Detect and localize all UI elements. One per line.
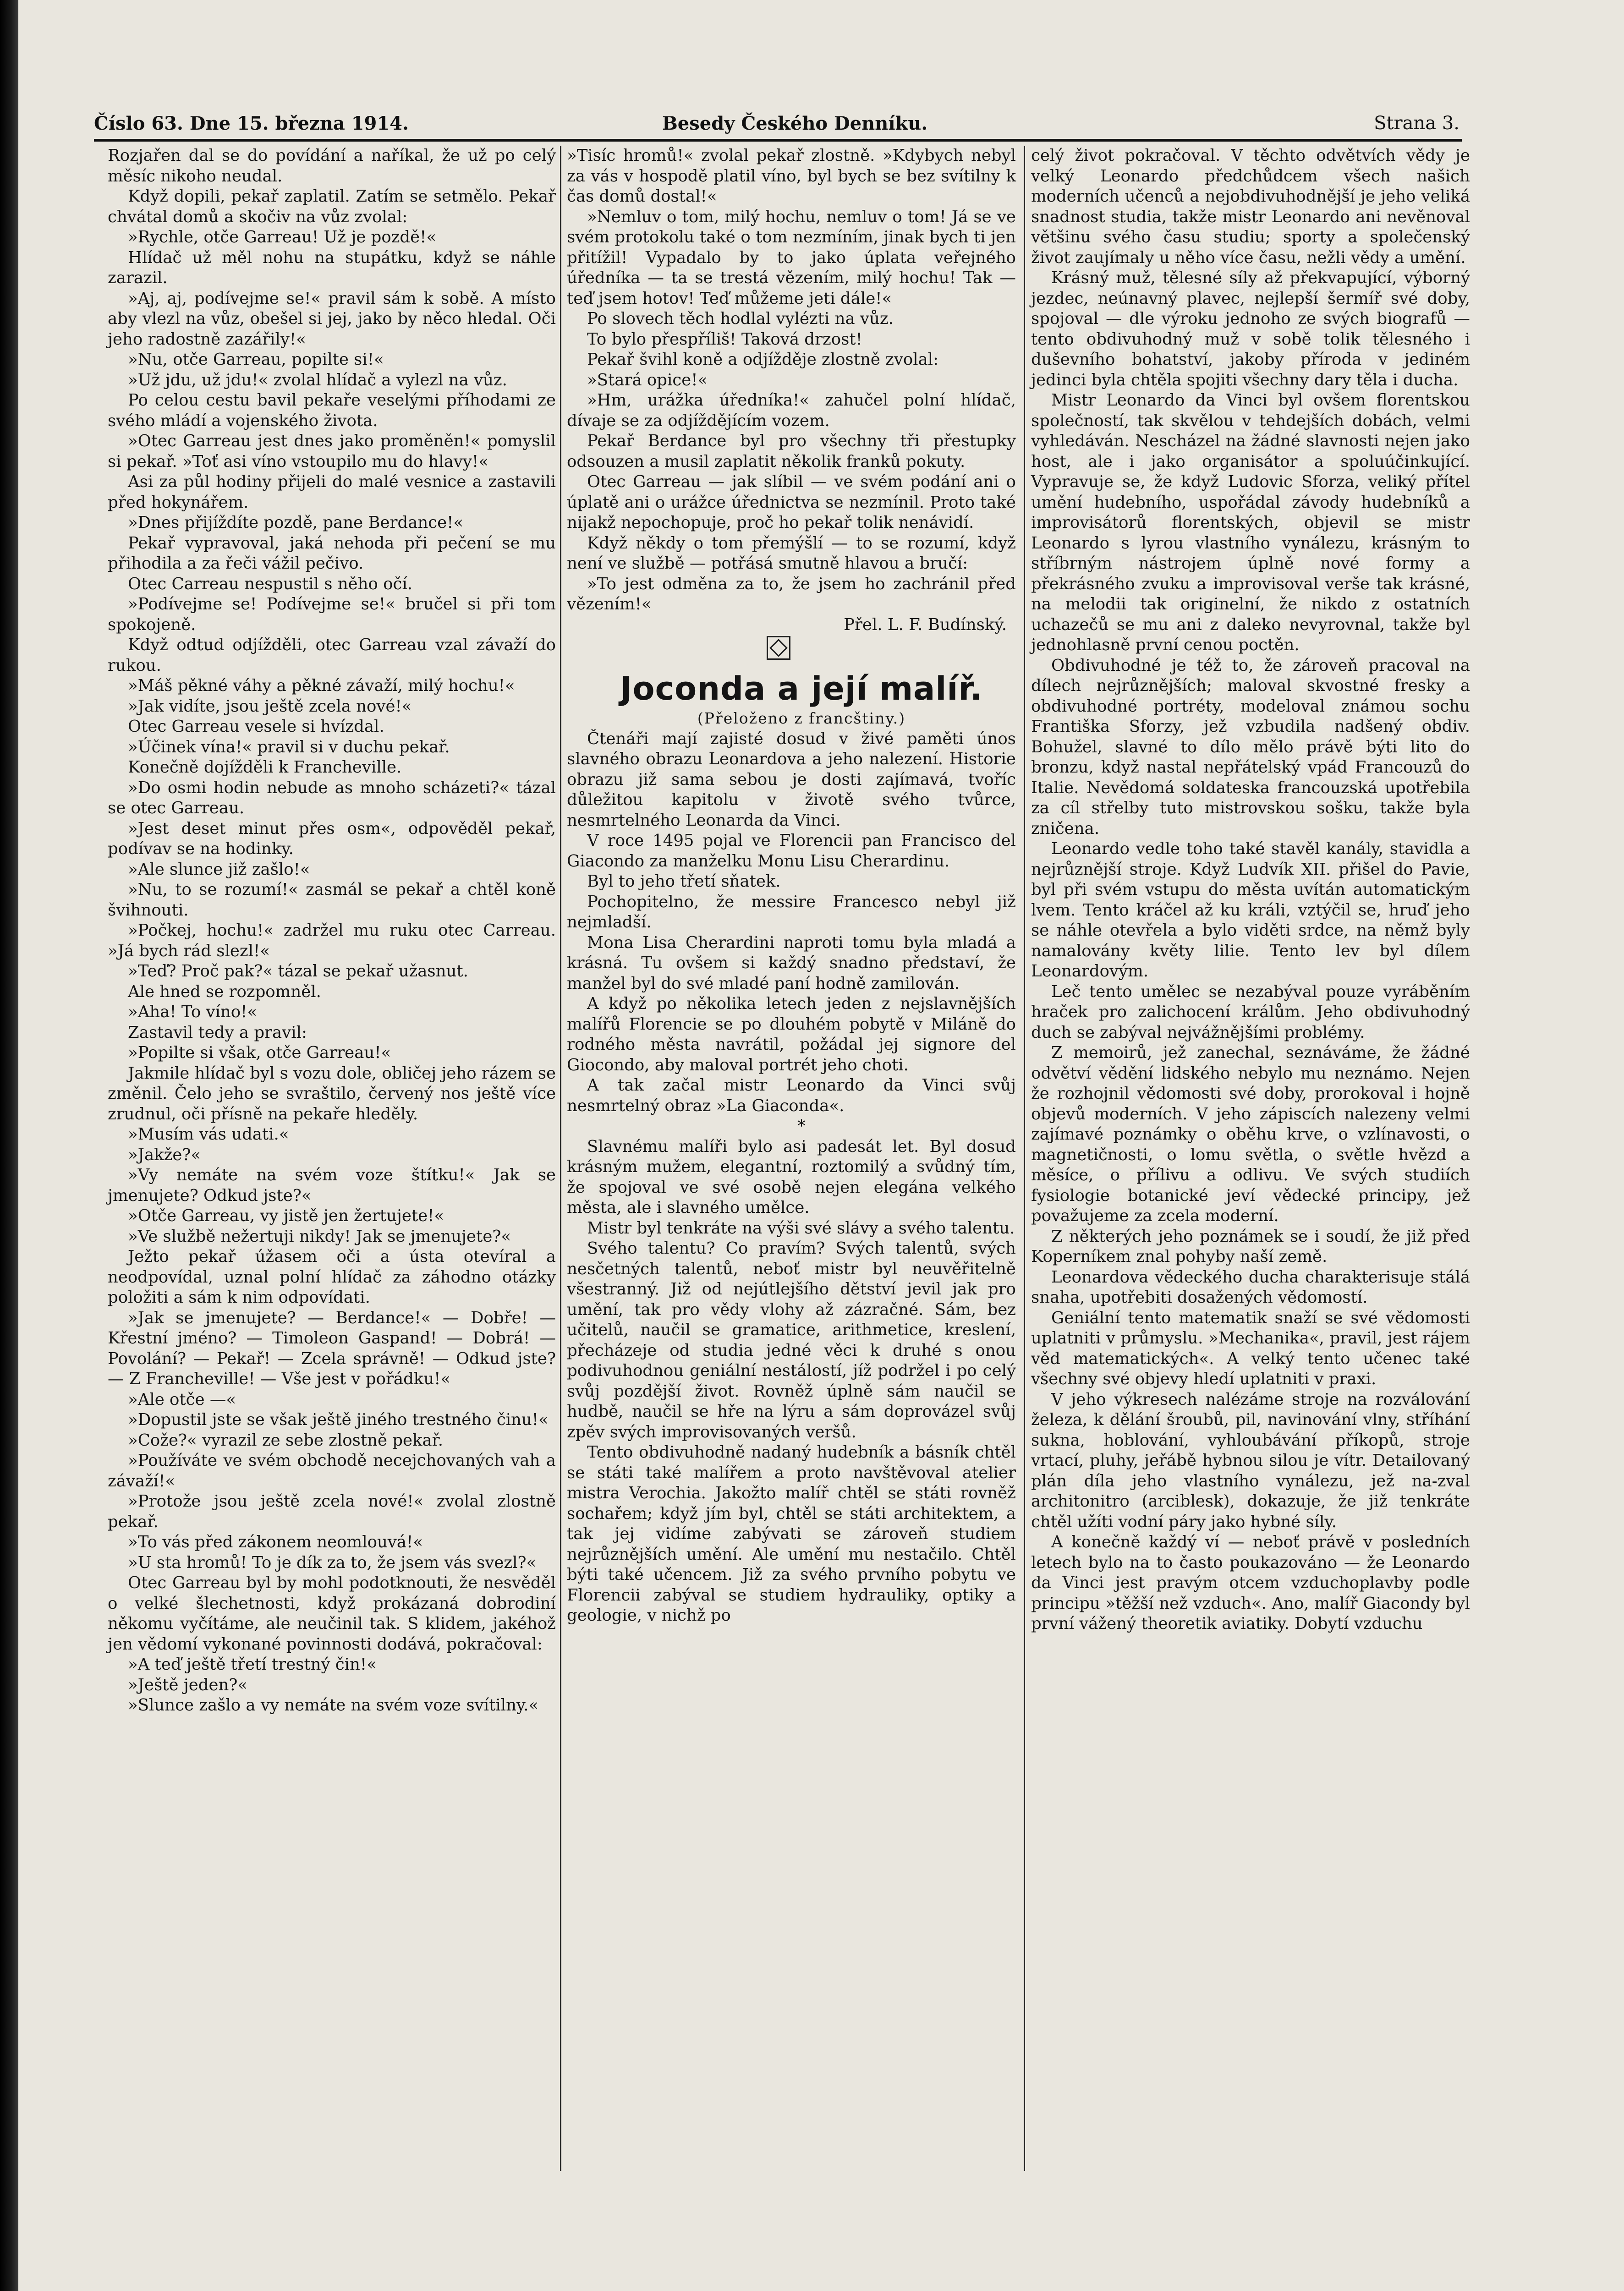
paragraph: Po celou cestu bavil pekaře veselými příhodami ze svého mládí a vojenského života. xyxy=(108,391,556,430)
scan-binding-shadow xyxy=(0,0,18,2291)
paragraph: Ale hned se rozpomněl. xyxy=(128,982,321,1001)
article-body xyxy=(567,729,1016,1117)
paragraph: Svého talentu? Co pravím? Svých talentů, svých nesčetných talentů, neboť mistr byl neuvěřitelně všestranný. Již od nejútlejšího dětství jevil jak pro umění, tak pro vědy vlohy až zázračné. Sám, bez učitelů, naučil se gramatice, arithmetice, kreslení, přecházeje od studia jedné věci k druhé s onou podivuhodnou geniální nestálostí, jíž podržel i po celý svůj pozdější život. Rovněž úplně sám naučil se hudbě, naučil se hře na lýru a sám doprovázel svůj zpěv svých improvisovaných veršů. xyxy=(567,1239,1016,1441)
paragraph: »Ve službě nežertuji nikdy! Jak se jmenujete?« xyxy=(128,1227,511,1246)
paragraph: »Aha! To víno!« xyxy=(128,1003,258,1021)
paragraph: »Stará opice!« xyxy=(587,370,708,389)
paragraph: Tento obdivuhodně nadaný hudebník a básník chtěl se státi také malířem a proto navštěvoval atelier mistra Verochia. Jakožto malíř chtěl se státi rovněž sochařem; když jím byl, chtěl se státi architektem, a tak jej vidíme zabývati se zároveň studiem nejrůznějších umění. Ale umění mu nestačilo. Chtěl býti také učencem. Již za svého prvního pobytu ve Florencii zabýval se studiem hydrauliky, optiky a geologie, v nichž po xyxy=(567,1443,1016,1625)
paragraph: Zastavil tedy a pravil: xyxy=(128,1023,307,1042)
article-body-continued xyxy=(567,1137,1016,1626)
paragraph: »Počkej, hochu!« zadržel mu ruku otec Carreau. »Já bych rád slezl!« xyxy=(108,921,556,960)
paragraph: »Máš pěkné váhy a pěkné závaží, milý hochu!« xyxy=(128,676,515,695)
paragraph: Mistr Leonardo da Vinci byl ovšem florentskou společností, tak skvělou v tehdejších dobách, velmi vyhledáván. Nescházel na žádné slavnosti nejen jako host, ale i jako organisátor a spoluúčinkující. Vypravuje se, že když Ludovic Sforza, veliký přítel umění hudebního, uspořádal závody hudebníků a improvisátorů florentských, objevil se mistr Leonardo s lyrou vlastního vynálezu, krásným to stříbrným nástrojem úplně nové formy a překrásného zvuku a improvisoval verše tak krásné, na melodii tak originelní, že nikdo z ostatních uchazečů se mu ani z daleko nevyrovnal, takže byl jednohlasně první cenou poctěn. xyxy=(1031,391,1470,654)
paragraph: celý život pokračoval. V těchto odvětvích vědy je velký Leonardo předchůdcem všech našich moderních učenců a nejobdivuhodnější je jeho veliká snadnost studia, takže mistr Leonardo ani nevěnoval většinu svého času studiu; sporty a společenský život zaujímaly u něho více času, nežli vědy a umění. xyxy=(1031,146,1470,267)
article-subtitle: (Přeloženo z francštiny.) xyxy=(697,709,906,727)
section-star: * xyxy=(797,1117,806,1135)
paragraph: »Popilte si však, otče Garreau!« xyxy=(128,1043,391,1062)
paragraph: Otec Garreau vesele si hvízdal. xyxy=(128,717,384,736)
paragraph: A když po několika letech jeden z nejslavnějších malířů Florencie se po dlouhém pobytě v Miláně do rodného města navrátil, požádal jej signore del Giocondo, aby maloval portrét jeho choti. xyxy=(567,994,1016,1074)
paragraph: Z některých jeho poznámek se i soudí, že již před Koperníkem znal pohyby naší země. xyxy=(1031,1227,1470,1266)
paragraph: »Aj, aj, podívejme se!« pravil sám k sobě. A místo aby vlezl na vůz, obešel si jej, jako by něco hledal. Oči jeho radostně zazářily!« xyxy=(108,289,556,349)
paragraph: Jakmile hlídač byl s vozu dole, obličej jeho rázem se změnil. Čelo jeho se svraštilo, červený nos ještě více zrudnul, oči přísně na pekaře hleděly. xyxy=(108,1063,556,1124)
paragraph: »Teď? Proč pak?« tázal se pekař užasnut. xyxy=(128,962,468,981)
paragraph: »Ale slunce již zašlo!« xyxy=(128,860,310,879)
paragraph: A konečně každý ví — neboť právě v posledních letech bylo na to často poukazováno — že Leonardo da Vinci jest pravým otcem vzduchoplavby podle principu »těžší než vzduch«. Ano, malíř Giacondy byl první vážený theoretik aviatiky. Dobytí vzduchu xyxy=(1031,1533,1470,1633)
paragraph: Mistr byl tenkráte na výši své slávy a svého talentu. xyxy=(587,1218,1015,1238)
paragraph: »To jest odměna za to, že jsem ho zachránil před vězením!« xyxy=(567,574,1016,614)
paragraph: Ježto pekař úžasem oči a ústa otevíral a neodpovídal, uznal polní hlídač za záhodno otázky položiti a sám k nim odpovídati. xyxy=(108,1247,556,1307)
paragraph: »Vy nemáte na svém voze štítku!« Jak se jmenujete? Odkud jste?« xyxy=(108,1166,556,1205)
paragraph: Konečně dojížděli k Francheville. xyxy=(128,758,402,777)
paragraph: Mona Lisa Cherardini naproti tomu byla mladá a krásná. Tu ovšem si každý snadno představí, že manžel byl do své mladé paní hodně zamilován. xyxy=(567,933,1016,993)
paragraph: Pochopitelno, že messire Francesco nebyl již nejmladší. xyxy=(567,892,1016,932)
paragraph: »Nemluv o tom, milý hochu, nemluv o tom! Já se ve svém protokolu také o tom nezmíním, jinak bych ti jen přitížil! Vypadalo by to jako úplata veřejného úředníka — ta se trestá vězením, milý hochu! Tak — teď jsem hotov! Teď můžeme jeti dále!« xyxy=(567,207,1016,308)
publication-title: Besedy Českého Denníku. xyxy=(662,113,928,134)
paragraph: V roce 1495 pojal ve Florencii pan Francisco del Giacondo za manželku Monu Lisu Cherardinu. xyxy=(567,831,1016,871)
paragraph: Leč tento umělec se nezabýval pouze vyráběním hraček pro zalichocení králům. Jeho obdivuhodný duch se zabýval nejvážnějšími problémy. xyxy=(1031,982,1470,1042)
paragraph: Po slovech těch hodlal vylézti na vůz. xyxy=(587,309,894,328)
paragraph: Asi za půl hodiny přijeli do malé vesnice a zastavili před hokynářem. xyxy=(108,472,556,512)
paragraph: »Hm, urážka úředníka!« zahučel polní hlídač, dívaje se za odjíždějícím vozem. xyxy=(567,391,1016,430)
paragraph: Leonardova vědeckého ducha charakterisuje stálá snaha, upotřebiti dosažených vědomostí. xyxy=(1031,1267,1470,1307)
paragraph: Byl to jeho třetí sňatek. xyxy=(587,872,781,891)
paragraph: »Podívejme se! Podívejme se!« bručel si při tom spokojeně. xyxy=(108,595,556,634)
page-header xyxy=(94,109,1459,137)
paragraph: »To vás před zákonem neomlouvá!« xyxy=(128,1533,423,1551)
ornament-icon xyxy=(767,636,790,660)
paragraph: Pekař Berdance byl pro všechny tři přestupky odsouzen a musil zaplatit několik franků pokuty. xyxy=(567,432,1016,471)
paragraph: »Protože jsou ještě zcela nové!« zvolal zlostně pekař. xyxy=(108,1492,556,1531)
paragraph: »Rychle, otče Garreau! Už je pozdě!« xyxy=(128,228,437,247)
paragraph: »Dnes přijíždíte pozdě, pane Berdance!« xyxy=(128,513,464,532)
paragraph: »Jak se jmenujete? — Berdance!« — Dobře! — Křestní jméno? — Timoleon Gaspand! — Dobrá! — Povolání? — Pekař! — Zcela správně! — Odkud jste? — Z Francheville! — Vše jest v pořádku!« xyxy=(108,1308,556,1388)
paragraph: »Otec Garreau jest dnes jako proměněn!« pomyslil si pekař. »Toť asi víno vstoupilo mu do hlavy!« xyxy=(108,432,556,471)
paragraph: Otec Garreau byl by mohl podotknouti, že nesvěděl o velké šlechetnosti, když prokázaná dobrodiní někomu vyčítáme, ale neučinil tak. S klidem, jakéhož jen vědomí vykonané povinnosti dodává, pokračoval: xyxy=(108,1573,556,1654)
paragraph: »Jest deset minut přes osm«, odpověděl pekař, podívav se na hodinky. xyxy=(108,819,556,858)
paragraph: Čtenáři mají zajisté dosud v živé paměti únos slavného obrazu Leonardova a jeho nalezení. Historie obrazu již sama sebou je dosti zajímavá, tvoříc důležitou kapitolu v životě svého tvůrce, nesmrtelného Leonarda da Vinci. xyxy=(567,729,1016,830)
paragraph: Obdivuhodné je též to, že zároveň pracoval na dílech nejrůznějších; maloval skvostné fresky a obdivuhodné portréty, modeloval známou sochu Františka Sforzy, jež vzbudila nadšený obdiv. Bohužel, slavné to dílo mělo právě býti lito do bronzu, když nastal nepřátelský vpád Francouzů do Italie. Nevědomá soldateska francouzská upotřebila za cíl střelby tuto mistrovskou sošku, takže byla zničena. xyxy=(1031,656,1470,838)
paragraph: Leonardo vedle toho také stavěl kanály, stavidla a nejrůznější stroje. Když Ludvík XII. přišel do Pavie, byl při svém vstupu do města uvítán automatickým lvem. Tento kráčel až ku králi, vztýčil se, hruď jeho se náhle otevřela a bylo viděti srdce, na němž byly namalovány květy lilie. Tento lev byl dílem Leonardovým. xyxy=(1031,839,1470,981)
paragraph: »Otče Garreau, vy jistě jen žertujete!« xyxy=(128,1206,444,1225)
issue-date: Číslo 63. Dne 15. března 1914. xyxy=(94,113,409,134)
paragraph: V jeho výkresech nalézáme stroje na rozválování železa, k dělání šroubů, pil, navinování vlny, stříhání sukna, hoblování, vyhloubávání příkopů, stroje vrtací, pluhy, jeřábě hybnou silou je vítr. Detailovaný plán díla jeho vlastního vynálezu, jež na-zval architonitro (arciblesk), dokazuje, že již tenkráte chtěl užíti vodní páry jako hybné síly. xyxy=(1031,1390,1470,1531)
paragraph: Pekař vypravoval, jaká nehoda při pečení se mu přihodila a za řeči vážil pečivo. xyxy=(108,533,556,573)
paragraph: Krásný muž, tělesné síly až překvapující, výborný jezdec, neúnavný plavec, nejlepší šermíř své doby, spojoval — dle výroku jednoho ze svých biografů — tento obdivuhodný muž v sobě tolik tělesného i duševního bohatství, jakoby příroda v jediném jedinci byla chtěla spojiti všechny dary těla i ducha. xyxy=(1031,269,1470,389)
paragraph: »Dopustil jste se však ještě jiného trestného činu!« xyxy=(128,1410,549,1429)
paragraph: »Tisíc hromů!« zvolal pekař zlostně. »Kdybych nebyl za vás v hospodě platil víno, byl bych se bez svítilny k čas domů dostal!« xyxy=(567,146,1016,206)
paragraph: Když odtud odjížděli, otec Garreau vzal závaží do rukou. xyxy=(108,636,556,675)
paragraph: »Nu, to se rozumí!« zasmál se pekař a chtěl koně švihnouti. xyxy=(108,880,556,920)
paragraph: Otec Carreau nespustil s něho očí. xyxy=(128,574,413,593)
paragraph: »Nu, otče Garreau, popilte si!« xyxy=(128,350,384,369)
paragraph: Když někdy o tom přemýšlí — to se rozumí, když není ve službě — potřásá smutně hlavou a bručí: xyxy=(567,533,1016,573)
paragraph: »Ale otče —« xyxy=(128,1390,236,1409)
paragraph: »Ještě jeden?« xyxy=(128,1675,248,1694)
paragraph: Hlídač už měl nohu na stupátku, když se náhle zarazil. xyxy=(108,248,556,287)
page-number: Strana 3. xyxy=(1374,113,1459,134)
paragraph: A tak začal mistr Leonardo da Vinci svůj nesmrtelný obraz »La Giaconda«. xyxy=(567,1076,1016,1115)
paragraph: »Účinek vína!« pravil si v duchu pekař. xyxy=(128,737,450,756)
paragraph: Z memoirů, jež zanechal, seznáváme, že žádné odvětví vědění lidského nebylo mu neznámo. Nejen že rozhojnil vědomosti své doby, prorokoval i hojně objevů moderních. V jeho zápiscích nalezeny velmi zajímavé poznámky o oběhu krve, o vzlínavosti, o magnetičnosti, o lomu světla, o světle hvězd a měsíce, o přílivu a odlivu. Ve svých studiích fysiologie botanické jeví vědecké principy, jež považujeme za zcela moderní. xyxy=(1031,1043,1470,1225)
newspaper-page xyxy=(18,0,1624,2291)
paragraph: »A teď ještě třetí trestný čin!« xyxy=(128,1655,377,1674)
column-divider-1 xyxy=(560,146,561,2171)
paragraph: To bylo přespříliš! Taková drzost! xyxy=(587,329,862,349)
column-divider-2 xyxy=(1024,146,1025,2171)
column-1 xyxy=(108,146,556,1716)
paragraph: »Už jdu, už jdu!« zvolal hlídač a vylezl na vůz. xyxy=(128,370,507,389)
translator-signature: Přel. L. F. Budínský. xyxy=(844,615,1007,634)
paragraph: »Slunce zašlo a vy nemáte na svém voze svítilny.« xyxy=(128,1696,539,1715)
article-title: Joconda a její malíř. xyxy=(620,670,983,707)
paragraph: Slavnému malíři bylo asi padesát let. Byl dosud krásným mužem, elegantní, roztomilý a svůdný tím, že spojoval ve své osobě nejen elegána velkého města, ale i slavného umělce. xyxy=(567,1137,1016,1217)
paragraph: Geniální tento matematik snaží se své vědomosti uplatniti v průmyslu. »Mechanika«, pravil, jest rájem věd matematických«. A velký tento učenec také všechny své objevy hledí uplatniti v praxi. xyxy=(1031,1308,1470,1388)
column-3 xyxy=(1031,146,1470,1634)
paragraph: Rozjařen dal se do povídání a naříkal, že už po celý měsíc nikoho neudal. xyxy=(108,146,556,186)
paragraph: »Jakže?« xyxy=(128,1145,201,1164)
paragraph: Když dopili, pekař zaplatil. Zatím se setmělo. Pekař chvátal domů a skočiv na vůz zvolal: xyxy=(108,187,556,226)
paragraph: Otec Garreau — jak slíbil — ve svém podání ani o úplatě ani o urážce úřednictva se nezmínil. Proto také nijakž nepochopuje, proč ho pekař tolik nenávidí. xyxy=(567,472,1016,532)
paragraph: »Cože?« vyrazil ze sebe zlostně pekař. xyxy=(128,1431,444,1450)
paragraph: Pekař švihl koně a odjížděje zlostně zvolal: xyxy=(587,350,939,369)
paragraph: »Musím vás udati.« xyxy=(128,1125,289,1144)
header-rule xyxy=(94,139,1462,142)
paragraph: »U sta hromů! To je dík za to, že jsem vás svezl?« xyxy=(128,1553,537,1572)
paragraph: »Do osmi hodin nebude as mnoho scházeti?« tázal se otec Garreau. xyxy=(108,778,556,817)
story-continuation xyxy=(567,146,1016,615)
column-2 xyxy=(567,146,1016,1626)
paragraph: »Používáte ve svém obchodě necejchovaných vah a závaží!« xyxy=(108,1451,556,1491)
paragraph: »Jak vidíte, jsou ještě zcela nové!« xyxy=(128,696,412,716)
